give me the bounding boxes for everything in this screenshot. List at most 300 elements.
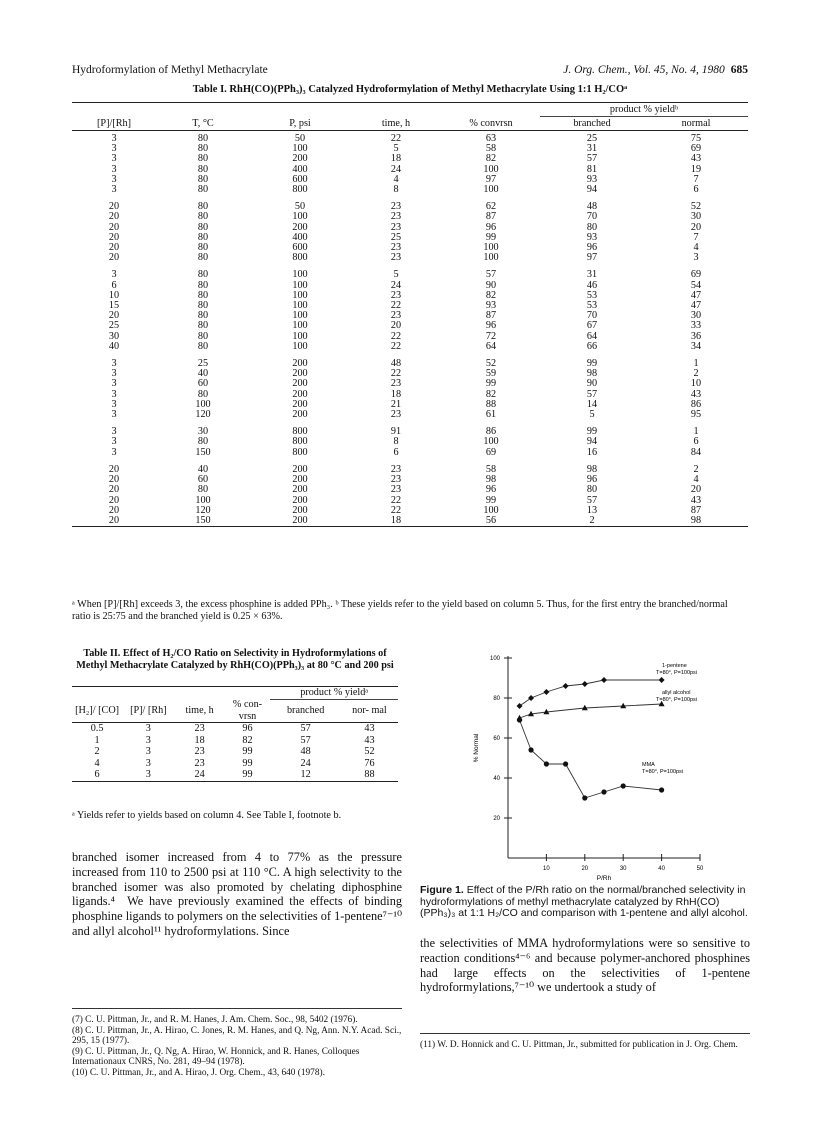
table1-cell: 3	[111, 173, 117, 185]
table2-cell: 99	[242, 757, 253, 769]
table1-cell: 56	[485, 514, 497, 526]
table1-col-header: % convrsn	[442, 117, 540, 131]
x-tick-label: 20	[581, 866, 589, 872]
y-tick-label: 60	[493, 736, 500, 742]
table1-cell: 120	[195, 504, 211, 516]
table1-cell: 80	[197, 221, 209, 233]
table1-cell: 400	[292, 163, 308, 175]
table1-cell: 400	[292, 231, 308, 243]
table1-cell: 43	[690, 388, 702, 400]
table1-row	[72, 175, 748, 185]
table2-cell: 2	[94, 746, 100, 757]
table1-cell: 25	[197, 358, 209, 370]
table1-cell: 800	[292, 252, 308, 264]
table1-cell: 57	[485, 269, 497, 281]
table1-cell: 2	[693, 368, 699, 380]
table1-cell: 7	[693, 231, 699, 243]
table1-row	[72, 410, 748, 420]
table2-cell: 82	[242, 734, 253, 746]
table1-cell: 5	[393, 269, 399, 281]
table1-cell: 88	[485, 398, 497, 410]
table1-cell: 3	[111, 368, 117, 380]
table2-cell: 3	[145, 746, 151, 757]
table1-cell: 91	[390, 426, 402, 438]
table1-cell: 47	[690, 300, 702, 312]
table1-cell: 150	[195, 446, 211, 458]
table1-cell: 23	[390, 211, 402, 223]
table1-cell: 3	[111, 409, 117, 421]
table2-col-header: time, h	[175, 699, 225, 723]
table1-cell: 57	[586, 388, 598, 400]
table1-cell: 200	[292, 378, 308, 390]
table1-cell: 100	[292, 330, 308, 342]
point-mma	[621, 783, 626, 788]
y-axis-label: % Normal	[473, 733, 480, 763]
point-mma	[517, 717, 522, 722]
table1-cell: 80	[197, 279, 209, 291]
table1-cell: 5	[589, 409, 595, 421]
table1-cell: 4	[693, 242, 699, 254]
table1-cell: 5	[393, 143, 399, 155]
point-mma	[528, 747, 533, 752]
point-mma	[582, 795, 587, 800]
table1-cell: 25	[390, 231, 402, 243]
table1-cell: 100	[292, 211, 308, 223]
table1-cell: 54	[690, 279, 702, 291]
table1-cell: 20	[690, 221, 702, 233]
table1-cell: 20	[108, 484, 120, 496]
table1-col-header: normal	[644, 117, 748, 131]
x-tick-label: 40	[658, 866, 665, 872]
table1-cell: 20	[390, 320, 402, 332]
table2-cell: 24	[300, 757, 311, 769]
point-1-pentene	[659, 677, 665, 683]
table2-col-header: [H₂]/ [CO]	[72, 699, 122, 723]
table1-cell: 21	[390, 398, 402, 410]
table1-cell: 47	[690, 289, 702, 301]
table1-cell: 23	[390, 252, 402, 264]
table2	[72, 686, 398, 782]
point-mma	[659, 787, 664, 792]
table1-cell: 18	[390, 514, 402, 526]
table1-row	[72, 400, 748, 410]
table1-cell: 58	[485, 463, 497, 475]
table2-cell: 48	[300, 746, 311, 757]
table1-cell: 4	[693, 474, 699, 486]
table1-row	[72, 233, 748, 243]
x-tick-label: 30	[619, 866, 627, 872]
table2-cell: 76	[364, 757, 375, 769]
table1-cell: 100	[483, 436, 499, 448]
table1-cell: 200	[292, 398, 308, 410]
table1-cell: 64	[586, 330, 598, 342]
table1-cell: 40	[108, 340, 120, 352]
table1-row	[72, 165, 748, 175]
table2-cell: 43	[364, 723, 375, 734]
table1-cell: 69	[690, 269, 702, 281]
table1-cell: 600	[292, 173, 308, 185]
table1-cell: 2	[693, 463, 699, 475]
table1-cell: 80	[586, 221, 598, 233]
y-tick-label: 80	[493, 696, 500, 702]
table1-cell: 7	[693, 173, 699, 185]
point-1-pentene	[601, 677, 607, 683]
table1-cell: 69	[690, 143, 702, 155]
table1-cell: 24	[390, 163, 402, 175]
table1-cell: 14	[586, 398, 598, 410]
y-tick-label: 100	[489, 656, 500, 662]
table1-cell: 30	[690, 310, 702, 322]
table1-cell: 20	[690, 484, 702, 496]
table1-row	[72, 420, 748, 437]
point-1-pentene	[517, 703, 523, 709]
table1-cell: 57	[586, 153, 598, 165]
table1-cell: 99	[485, 378, 497, 390]
table1-cell: 80	[197, 320, 209, 332]
table2-cell: 23	[194, 723, 205, 734]
table1-col-header: time, h	[350, 117, 442, 131]
table1-cell: 98	[485, 474, 497, 486]
table1-cell: 600	[292, 242, 308, 254]
table2-col-header: % con- vrsn	[225, 699, 271, 723]
table1-col-header: P, psi	[250, 117, 350, 131]
table1-cell: 80	[197, 143, 209, 155]
table2-cell: 23	[194, 757, 205, 769]
table1-cell: 8	[393, 184, 399, 196]
table1-cell: 58	[485, 143, 497, 155]
table1-cell: 100	[292, 269, 308, 281]
table1-cell: 80	[197, 388, 209, 400]
table1-cell: 23	[390, 201, 402, 213]
table1-row	[72, 311, 748, 321]
table2-cell: 99	[242, 746, 253, 757]
table1-row	[72, 291, 748, 301]
table1-row	[72, 448, 748, 458]
reference-item: (9) C. U. Pittman, Jr., Q. Ng, A. Hirao, W. Honnick, and R. Hanes, Colloques Internationaux CNRS, No. 281, 49–94 (1978).	[72, 1046, 360, 1067]
table1-cell: 25	[108, 320, 120, 332]
table1-row	[72, 342, 748, 352]
table1-cell: 80	[197, 242, 209, 254]
table1-cell: 25	[586, 133, 598, 144]
figure-1-caption	[420, 885, 750, 920]
table1-cell: 1	[693, 426, 699, 438]
table1-cell: 23	[390, 289, 402, 301]
table2-cell: 6	[72, 769, 122, 781]
table1-cell: 86	[690, 398, 702, 410]
table1-cell: 96	[485, 484, 497, 496]
point-mma	[601, 789, 606, 794]
table1-cell: 95	[690, 409, 702, 421]
table1-cell: 70	[586, 211, 598, 223]
table1-cell: 94	[586, 184, 598, 196]
table1-cell: 80	[197, 300, 209, 312]
table1-cell: 3	[111, 143, 117, 155]
table1-cell: 80	[197, 231, 209, 243]
table1-cell: 3	[111, 358, 117, 370]
table1-cell: 99	[586, 358, 598, 370]
table1-cell: 99	[485, 231, 497, 243]
curve-mma	[520, 720, 662, 798]
table1-cell: 96	[586, 474, 598, 486]
table1-cell: 22	[390, 133, 402, 144]
table1-cell: 800	[292, 184, 308, 196]
curve-1-pentene	[520, 680, 662, 706]
table1-cell: 80	[197, 289, 209, 301]
figure-label: Figure 1.	[420, 884, 464, 896]
table1-cell: 80	[197, 310, 209, 322]
table1-cell: 3	[111, 388, 117, 400]
table1-cell: 61	[485, 409, 497, 421]
table1-cell: 80	[197, 133, 209, 144]
table2-row	[72, 735, 398, 747]
table1-cell: 53	[586, 300, 598, 312]
table1-cell: 20	[108, 474, 120, 486]
table1-cell: 3	[111, 446, 117, 458]
table1-cell: 98	[586, 463, 598, 475]
table1-cell: 22	[390, 330, 402, 342]
table1-cell: 57	[586, 494, 598, 506]
table1-cell: 23	[390, 484, 402, 496]
table1-cell: 22	[390, 368, 402, 380]
table1-cell: 48	[390, 358, 402, 370]
table1-cell: 200	[292, 463, 308, 475]
table2-cell: 18	[194, 734, 205, 746]
table1-cell: 81	[586, 163, 598, 175]
table1-cell: 10	[690, 378, 702, 390]
table1-row	[72, 379, 748, 389]
table1-cell: 60	[197, 378, 209, 390]
table1-cell: 93	[485, 300, 497, 312]
table2-cell: 0.5	[90, 723, 104, 734]
table2-row	[72, 758, 398, 770]
table1-cell: 23	[390, 310, 402, 322]
reference-item: (8) C. U. Pittman, Jr., A. Hirao, C. Jones, R. M. Hanes, and Q. Ng, Ann. N.Y. Acad. Sci., 295, 15 (1977).	[72, 1025, 402, 1046]
table1-cell: 97	[485, 173, 497, 185]
table1-cell: 6	[693, 436, 699, 448]
table1-cell: 50	[294, 201, 306, 213]
table2-cell: 3	[145, 734, 151, 746]
table1-cell: 200	[292, 358, 308, 370]
table1-cell: 96	[586, 242, 598, 254]
table1-cell: 22	[390, 340, 402, 352]
table1-cell: 80	[197, 269, 209, 281]
table1-cell: 200	[292, 504, 308, 516]
table1-cell: 80	[197, 436, 209, 448]
table1-cell: 87	[690, 504, 702, 516]
table2-row	[72, 769, 398, 781]
table1-cell: 100	[195, 494, 211, 506]
table1-cell: 100	[483, 252, 499, 264]
table1-cell: 23	[390, 378, 402, 390]
table1-cell: 100	[483, 163, 499, 175]
table1-cell: 200	[292, 409, 308, 421]
page-number: 685	[730, 64, 748, 76]
figure-caption-text: Effect of the P/Rh ratio on the normal/branched selectivity in hydroformylations of methyl methacrylate catalyzed by RhH(CO)(PPh₃)₃ at 1:1 H₂/CO and comparison with 1-pentene and allyl alcohol.	[420, 884, 748, 920]
table1-col-header: T, °C	[156, 117, 250, 131]
table1-cell: 66	[586, 340, 598, 352]
table1-row	[72, 496, 748, 506]
body-text-right: the selectivities of MMA hydroformylations were so sensitive to reaction conditions⁴⁻⁶ and because polymer-anchored phosphines had large effects on the selectivities of 1-pentene hydroformylations,⁷⁻¹⁰ we undertook a study of	[420, 936, 750, 995]
table1-cell: 63	[485, 133, 497, 144]
reference-item: (10) C. U. Pittman, Jr., and A. Hirao, J. Org. Chem., 43, 640 (1978).	[72, 1067, 325, 1078]
table2-col-header: [P]/ [Rh]	[122, 699, 174, 723]
table1-cell: 20	[108, 201, 120, 213]
table1-cell: 3	[111, 133, 117, 144]
data-points	[517, 677, 665, 801]
table2-col-header: branched	[270, 699, 341, 723]
table1-row	[72, 281, 748, 291]
table1-cell: 3	[111, 436, 117, 448]
table2-cell: 52	[364, 746, 375, 757]
table1-cell: 2	[589, 514, 595, 526]
table1-col-header: branched	[540, 117, 644, 131]
table1-row	[72, 475, 748, 485]
table1-cell: 200	[292, 494, 308, 506]
table1-cell: 3	[111, 398, 117, 410]
table1-cell: 200	[292, 368, 308, 380]
table1-footnote: ᵃ When [P]/[Rh] exceeds 3, the excess phosphine is added PPh₃. ᵇ These yields refer to the yield based on column 5. Thus, for the first entry the branched/normal ratio is 25:75 and the branched yield is 0.25 × 63%.	[72, 599, 728, 622]
table1-cell: 90	[586, 378, 598, 390]
table1-cell: 80	[197, 252, 209, 264]
table1-cell: 13	[586, 504, 598, 516]
table1-row	[72, 154, 748, 164]
point-1-pentene	[563, 683, 569, 689]
table2-cell: 88	[341, 769, 398, 781]
table2-footnote: ᵃ Yields refer to yields based on column 4. See Table I, footnote b.	[72, 810, 342, 821]
point-mma	[563, 761, 568, 766]
table1-row	[72, 506, 748, 516]
reference-item: (11) W. D. Honnick and C. U. Pittman, Jr., submitted for publication in J. Org. Chem.	[420, 1040, 738, 1050]
point-mma	[544, 761, 549, 766]
table1-cell: 3	[111, 153, 117, 165]
table1-cell: 80	[197, 201, 209, 213]
table1-cell: 20	[108, 211, 120, 223]
table1-cell: 80	[197, 184, 209, 196]
table1-cell: 22	[390, 504, 402, 516]
table1-cell: 30	[690, 211, 702, 223]
table1-header-row	[72, 117, 748, 131]
table1-cell: 15	[108, 300, 120, 312]
table1-row	[72, 332, 748, 342]
table1-cell: 90	[485, 279, 497, 291]
table2-cell: 43	[364, 734, 375, 746]
label-allyl-alcohol: allyl alcohol	[662, 690, 691, 696]
table1-cell: 800	[292, 426, 308, 438]
table1-row	[72, 223, 748, 233]
table1-cell: 40	[197, 463, 209, 475]
table1-cell: 6	[393, 446, 399, 458]
figure-1-plot	[430, 648, 750, 882]
table1-cell: 200	[292, 474, 308, 486]
x-tick-label: 10	[543, 866, 550, 872]
table1-col-header: [P]/[Rh]	[72, 117, 156, 131]
table1-cell: 84	[690, 446, 702, 458]
table1-row	[72, 369, 748, 379]
table1-cell: 20	[108, 514, 120, 526]
table1-cell: 22	[390, 300, 402, 312]
table1-cell: 150	[195, 514, 211, 526]
table1-cell: 120	[195, 409, 211, 421]
point-1-pentene	[528, 695, 534, 701]
label-1-pentene: 1-pentene	[662, 663, 687, 669]
table1-cell: 94	[586, 436, 598, 448]
table1-row	[72, 253, 748, 263]
reference-item: (7) C. U. Pittman, Jr., and R. M. Hanes, J. Am. Chem. Soc., 98, 5402 (1976).	[72, 1015, 358, 1025]
table1-cell: 86	[485, 426, 497, 438]
table1-cell: 1	[693, 358, 699, 370]
table1-cell: 60	[197, 474, 209, 486]
label-mma: MMA	[642, 762, 655, 768]
table1-cell: 100	[483, 184, 499, 196]
table1-cell: 3	[111, 184, 117, 196]
table1-body	[72, 131, 748, 527]
label-mma-conditions: T=80°, P=100psi	[642, 769, 684, 775]
table1-cell: 64	[485, 340, 497, 352]
table1-cell: 30	[108, 330, 120, 342]
table1-cell: 20	[108, 231, 120, 243]
table1-cell: 70	[586, 310, 598, 322]
table1-cell: 40	[197, 368, 209, 380]
table1-cell: 22	[390, 494, 402, 506]
journal-name: J. Org. Chem., Vol. 45, No. 4, 1980	[563, 64, 725, 76]
table1-group-header: product % yieldᵇ	[540, 103, 748, 117]
table1-row	[72, 485, 748, 495]
table1-cell: 100	[292, 279, 308, 291]
table2-cell: 57	[300, 723, 311, 734]
table1-cell: 67	[586, 320, 598, 332]
y-tick-label: 20	[493, 816, 500, 822]
table1-cell: 98	[586, 368, 598, 380]
table1-cell: 3	[111, 163, 117, 175]
table1-cell: 96	[485, 320, 497, 332]
body-text-left: branched isomer increased from 4 to 77% as the pressure increased from 110 to 2500 psi at 110 °C. A high selectivity to the branched isomer was also promoted by chelating diphosphine ligands.⁴ We have previously examined the effects of binding phosphine ligands to polymers on the selectivities of 1-pentene⁷⁻¹⁰ and allyl alcohol¹¹ hydroformylations. Since	[72, 850, 402, 938]
table1-cell: 80	[197, 163, 209, 175]
table1-cell: 48	[586, 201, 598, 213]
table1-cell: 75	[690, 133, 702, 144]
table1-cell: 53	[586, 289, 598, 301]
table1-cell: 200	[292, 484, 308, 496]
table1-cell: 43	[690, 494, 702, 506]
table1-cell: 100	[292, 300, 308, 312]
table2-caption: Table II. Effect of H₂/CO Ratio on Selectivity in Hydroformylations of Methyl Methacrylate Catalyzed by RhH(CO)(PPh₃)₃ at 80 °C and 200 psi	[76, 648, 394, 671]
table1-cell: 43	[690, 153, 702, 165]
table1-row	[72, 301, 748, 311]
table1-caption: Table I. RhH(CO)(PPh₃)₃ Catalyzed Hydroformylation of Methyl Methacrylate Using 1:1 H₂/COᵃ	[192, 84, 628, 95]
table1-row	[72, 321, 748, 331]
table1-cell: 93	[586, 173, 598, 185]
table2-cell: 99	[225, 769, 271, 781]
table2-cell: 96	[242, 723, 253, 734]
table1-cell: 87	[485, 211, 497, 223]
table1-cell: 96	[485, 221, 497, 233]
references-right	[420, 1033, 750, 1051]
table1-cell: 3	[111, 378, 117, 390]
table1-cell: 46	[586, 279, 598, 291]
table1-cell: 23	[390, 409, 402, 421]
table1-cell: 800	[292, 446, 308, 458]
table1-cell: 200	[292, 153, 308, 165]
table1-row	[72, 263, 748, 280]
figure-1	[430, 648, 750, 882]
y-ticks	[490, 656, 512, 822]
table2-cell: 12	[270, 769, 341, 781]
table1-cell: 23	[390, 242, 402, 254]
table1-cell: 3	[111, 426, 117, 438]
table1-cell: 80	[197, 211, 209, 223]
table1-cell: 20	[108, 242, 120, 254]
table1-cell: 98	[690, 514, 702, 526]
label-allyl-conditions: T=80°, P=100psi	[656, 697, 698, 703]
